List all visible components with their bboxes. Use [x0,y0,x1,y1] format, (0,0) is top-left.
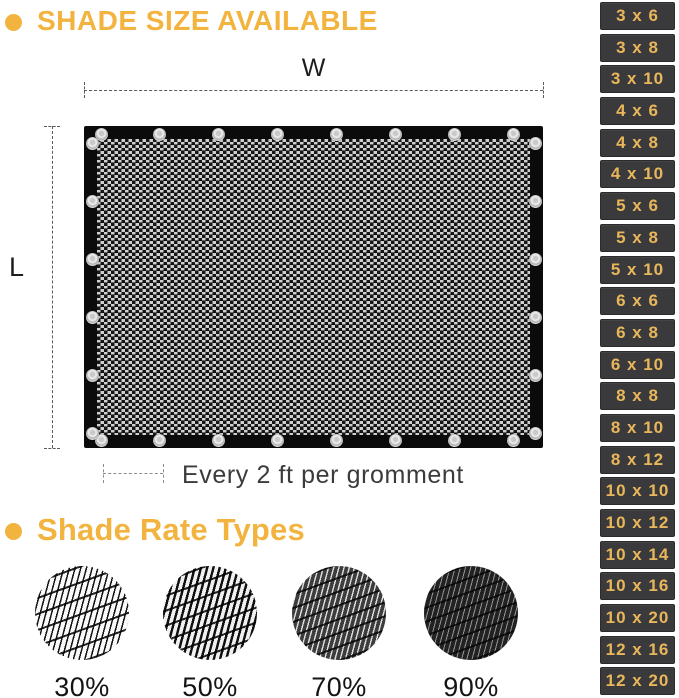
mesh-texture [97,139,530,435]
grommet-icon [86,253,99,266]
shade-rate-percent: 50% [182,672,238,698]
grommet-icon [271,128,284,141]
shade-net-diagram [84,126,543,448]
size-section-title: SHADE SIZE AVAILABLE [37,5,378,36]
bullet-icon [5,14,22,31]
size-list [600,2,675,695]
shade-rate-item [35,566,129,698]
size-chip: 12 x 16 [600,636,675,664]
width-dimension-tick-right [543,82,544,98]
grommet-icon [507,434,520,447]
grommet-spacing-tick-right [163,464,164,483]
size-chip: 5 x 10 [600,256,675,284]
size-chip: 12 x 20 [600,667,675,695]
grommet-icon [86,137,99,150]
grommet-icon [86,311,99,324]
size-chip: 4 x 8 [600,129,675,157]
grommet-icon [330,128,343,141]
grommet-icon [330,434,343,447]
size-chip: 4 x 10 [600,160,675,188]
mesh-swatch-icon [424,566,518,660]
length-dimension-tick-bottom [44,448,60,449]
mesh-swatch-icon [292,566,386,660]
size-chip: 4 x 6 [600,97,675,125]
size-chip: 5 x 8 [600,224,675,252]
grommet-icon [86,195,99,208]
size-chip: 10 x 14 [600,541,675,569]
grommet-icon [529,253,542,266]
shade-rate-percent: 30% [54,672,110,698]
grommet-icon [153,128,166,141]
size-chip: 10 x 20 [600,604,675,632]
width-dimension-line [84,90,543,91]
grommet-icon [448,434,461,447]
length-dimension-tick-top [44,126,60,127]
size-chip: 10 x 10 [600,477,675,505]
size-chip: 10 x 12 [600,509,675,537]
shade-rate-item [292,566,386,698]
size-chip: 3 x 6 [600,2,675,30]
size-chip: 3 x 8 [600,34,675,62]
length-dimension-label: L [9,252,25,282]
grommet-spacing-bracket [103,473,163,474]
grommet-icon [529,427,542,440]
grommet-icon [448,128,461,141]
grommet-icon [529,369,542,382]
grommet-icon [529,195,542,208]
grommet-icon [86,369,99,382]
grommet-icon [153,434,166,447]
mesh-swatch-icon [163,566,257,660]
rate-section-title: Shade Rate Types [37,512,305,547]
grommet-icon [529,311,542,324]
bullet-icon [5,523,22,540]
width-dimension-label: W [301,54,326,82]
size-chip: 8 x 8 [600,382,675,410]
grommet-icon [212,128,225,141]
grommet-spacing-tick-left [103,464,104,483]
grommet-icon [389,434,402,447]
grommet-icon [86,427,99,440]
grommet-icon [212,434,225,447]
size-chip: 8 x 12 [600,446,675,474]
grommet-note-text: Every 2 ft per gromment [182,461,464,489]
size-chip: 10 x 16 [600,572,675,600]
size-chip: 5 x 6 [600,192,675,220]
shade-rate-item [424,566,518,698]
grommet-icon [271,434,284,447]
size-chip: 6 x 6 [600,287,675,315]
grommet-icon [389,128,402,141]
shade-rate-item [163,566,257,698]
length-dimension-line [52,126,53,448]
grommet-icon [529,137,542,150]
size-chip: 8 x 10 [600,414,675,442]
shade-rate-percent: 70% [311,672,367,698]
mesh-swatch-icon [35,566,129,660]
width-dimension-tick-left [84,82,85,98]
grommet-icon [507,128,520,141]
size-chip: 6 x 8 [600,319,675,347]
shade-rate-percent: 90% [443,672,499,698]
size-chip: 6 x 10 [600,351,675,379]
size-chip: 3 x 10 [600,65,675,93]
